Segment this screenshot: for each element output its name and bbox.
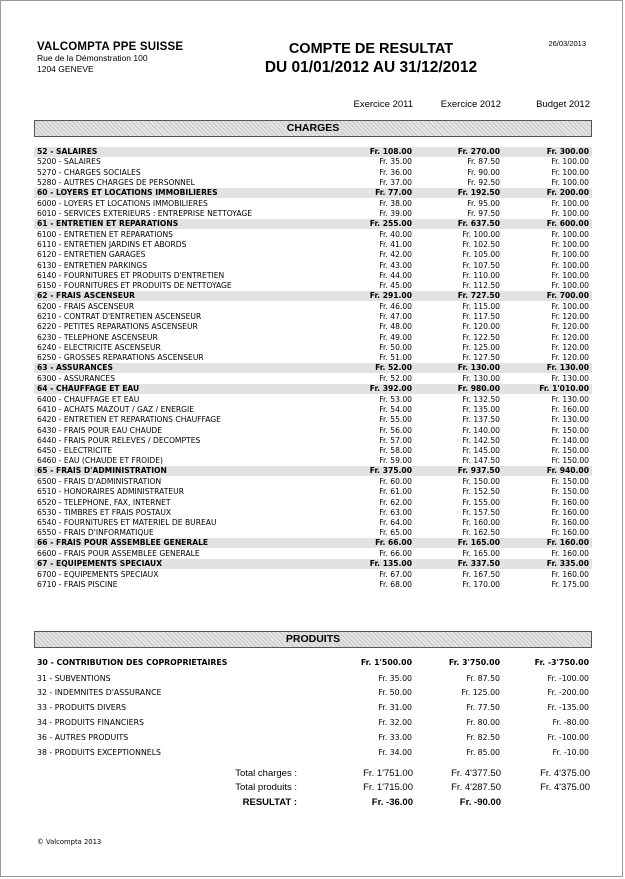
charge-group-row [34,538,592,548]
produit-row [34,747,592,759]
account-value-2012: Fr. 157.50 [462,507,500,517]
account-label: 6140 - FOURNITURES ET PRODUITS D'ENTRETIEN [37,270,225,280]
account-value-2011: Fr. 61.00 [379,487,412,497]
charge-account-row [34,271,592,281]
group-label: 61 - ENTRETIEN ET REPARATIONS [37,219,179,229]
account-value-2011: Fr. 63.00 [379,507,412,517]
account-value-2012: Fr. 110.00 [462,270,500,280]
account-value-2011: Fr. 40.00 [379,229,412,239]
produit-row [34,673,592,685]
account-label: 6200 - FRAIS ASCENSEUR [37,301,135,311]
account-value-2011: Fr. 48.00 [379,322,412,332]
group-value-2011: Fr. 135.00 [369,559,412,569]
account-label: 6700 - EQUIPEMENTS SPECIAUX [37,570,159,580]
account-label: 6110 - ENTRETIEN JARDINS ET ABORDS [37,240,187,250]
charge-account-row [34,230,592,240]
account-value-2012: Fr. 95.00 [467,198,500,208]
account-value-2011: Fr. 58.00 [379,445,412,455]
account-value-budget: Fr. 100.00 [551,260,589,270]
company-name: VALCOMPTA PPE SUISSE [37,41,184,53]
charge-group-row [34,219,592,229]
produit-row [34,687,592,699]
charge-account-row [34,456,592,466]
account-value-budget: Fr. 100.00 [551,157,589,167]
column-header-exercice-2011: Exercice 2011 [353,99,413,110]
charge-account-row [34,518,592,528]
account-value-2012: Fr. 170.00 [462,580,500,590]
produit-label: 33 - PRODUITS DIVERS [37,703,127,712]
account-value-2011: Fr. 68.00 [379,580,412,590]
charge-account-row [34,168,592,178]
account-value-2012: Fr. 142.50 [462,435,500,445]
account-value-2012: Fr. 130.00 [462,373,500,383]
account-label: 6540 - FOURNITURES ET MATERIEL DE BUREAU [37,517,217,527]
account-label: 6250 - GROSSES REPARATIONS ASCENSEUR [37,352,204,362]
account-value-budget: Fr. 120.00 [551,342,589,352]
account-value-budget: Fr. 160.00 [551,507,589,517]
account-value-2011: Fr. 56.00 [379,425,412,435]
account-label: 6220 - PETITES REPARATIONS ASCENSEUR [37,322,198,332]
produit-row [34,732,592,744]
charge-account-row [34,199,592,209]
group-value-2011: Fr. 66.00 [375,538,412,548]
account-value-2011: Fr. 39.00 [379,208,412,218]
charge-account-row [34,446,592,456]
group-value-budget: Fr. 335.00 [546,559,589,569]
account-value-2012: Fr. 155.00 [462,497,500,507]
account-value-budget: Fr. 100.00 [551,250,589,260]
charge-account-row [34,580,592,590]
group-value-budget: Fr. 1'010.00 [539,384,589,394]
produit-label: 31 - SUBVENTIONS [37,674,111,683]
account-value-budget: Fr. 160.00 [551,549,589,559]
account-value-2012: Fr. 132.50 [462,394,500,404]
group-value-2011: Fr. 291.00 [369,291,412,301]
produit-value-2011: Fr. 1'500.00 [360,658,412,667]
total-value-2011: Fr. 1'715.00 [363,782,413,793]
account-label: 6150 - FOURNITURES ET PRODUITS DE NETTOYAGE [37,280,232,290]
company-address-line2: 1204 GENEVE [37,64,94,74]
account-value-budget: Fr. 100.00 [551,280,589,290]
account-value-2011: Fr. 54.00 [379,405,412,415]
charge-account-row [34,157,592,167]
group-value-2011: Fr. 375.00 [369,466,412,476]
account-value-2012: Fr. 152.50 [462,487,500,497]
column-headers [1,99,623,111]
charge-account-row [34,312,592,322]
produit-value-2011: Fr. 34.00 [378,748,412,757]
account-value-2012: Fr. 127.50 [462,352,500,362]
account-value-budget: Fr. 160.00 [551,497,589,507]
account-label: 6100 - ENTRETIEN ET REPARATIONS [37,229,173,239]
charge-group-row [34,363,592,373]
total-value-2012: Fr. 4'377.50 [451,768,501,779]
group-value-2011: Fr. 255.00 [369,219,412,229]
account-value-budget: Fr. 175.00 [551,580,589,590]
produit-label: 32 - INDEMNITES D'ASSURANCE [37,688,162,697]
group-value-2011: Fr. 392.00 [369,384,412,394]
account-value-2011: Fr. 49.00 [379,332,412,342]
charge-account-row [34,487,592,497]
produit-value-budget: Fr. -10.00 [552,748,589,757]
account-value-2011: Fr. 44.00 [379,270,412,280]
account-value-budget: Fr. 100.00 [551,198,589,208]
account-value-budget: Fr. 120.00 [551,322,589,332]
account-value-2011: Fr. 36.00 [379,167,412,177]
account-value-budget: Fr. 140.00 [551,435,589,445]
charge-account-row [34,508,592,518]
account-value-budget: Fr. 100.00 [551,177,589,187]
charge-account-row [34,415,592,425]
charge-account-row [34,261,592,271]
account-value-budget: Fr. 130.00 [551,415,589,425]
account-label: 6210 - CONTRAT D'ENTRETIEN ASCENSEUR [37,312,202,322]
account-value-2011: Fr. 57.00 [379,435,412,445]
account-label: 6410 - ACHATS MAZOUT / GAZ / ENERGIE [37,405,195,415]
account-value-2012: Fr. 145.00 [462,445,500,455]
total-value-2012: Fr. -90.00 [459,797,501,808]
account-label: 5280 - AUTRES CHARGES DE PERSONNEL [37,177,195,187]
charge-account-row [34,281,592,291]
produit-value-2012: Fr. 125.00 [461,688,500,697]
account-label: 6000 - LOYERS ET LOCATIONS IMMOBILIERES [37,198,208,208]
produit-value-2012: Fr. 3'750.00 [448,658,500,667]
total-label: Total produits : [235,782,297,793]
charge-account-row [34,178,592,188]
account-label: 6300 - ASSURANCES [37,373,116,383]
account-value-budget: Fr. 130.00 [551,394,589,404]
total-value-2012: Fr. 4'287.50 [451,782,501,793]
charge-group-row [34,466,592,476]
charge-account-row [34,426,592,436]
group-value-budget: Fr. 300.00 [546,146,589,156]
charge-account-row [34,395,592,405]
account-label: 6400 - CHAUFFAGE ET EAU [37,394,140,404]
account-label: 6420 - ENTRETIEN ET REPARATIONS CHAUFFAGE [37,415,221,425]
charges-section-header: CHARGES [34,120,592,137]
group-value-2012: Fr. 637.50 [457,219,500,229]
total-row [1,767,623,780]
charge-account-row [34,498,592,508]
account-value-budget: Fr. 160.00 [551,528,589,538]
account-value-2011: Fr. 52.00 [379,373,412,383]
charge-group-row [34,147,592,157]
group-value-2012: Fr. 337.50 [457,559,500,569]
charge-account-row [34,477,592,487]
group-value-2012: Fr. 270.00 [457,146,500,156]
produit-value-2011: Fr. 31.00 [378,703,412,712]
account-label: 6550 - FRAIS D'INFORMATIQUE [37,528,154,538]
group-value-budget: Fr. 940.00 [546,466,589,476]
account-label: 5200 - SALAIRES [37,157,101,167]
account-value-2011: Fr. 37.00 [379,177,412,187]
group-value-2012: Fr. 937.50 [457,466,500,476]
total-value-budget: Fr. 4'375.00 [540,768,590,779]
group-label: 66 - FRAIS POUR ASSEMBLEE GENERALE [37,538,209,548]
account-value-2011: Fr. 55.00 [379,415,412,425]
produit-value-2012: Fr. 77.50 [466,703,500,712]
group-value-budget: Fr. 200.00 [546,187,589,197]
account-value-2011: Fr. 51.00 [379,352,412,362]
account-value-2011: Fr. 67.00 [379,570,412,580]
account-label: 6500 - FRAIS D'ADMINISTRATION [37,477,162,487]
total-row [1,796,623,809]
produit-value-2011: Fr. 33.00 [378,733,412,742]
group-label: 64 - CHAUFFAGE ET EAU [37,384,140,394]
account-value-2012: Fr. 137.50 [462,415,500,425]
account-value-2012: Fr. 120.00 [462,322,500,332]
report-title [201,41,541,77]
account-value-2012: Fr. 165.00 [462,549,500,559]
column-header-exercice-2012: Exercice 2012 [440,99,501,110]
account-value-budget: Fr. 150.00 [551,487,589,497]
report-date: 26/03/2013 [548,39,586,48]
account-value-2012: Fr. 97.50 [467,208,500,218]
account-value-2012: Fr. 162.50 [462,528,500,538]
produit-label: 30 - CONTRIBUTION DES COPROPRIETAIRES [37,658,228,667]
account-value-2011: Fr. 59.00 [379,456,412,466]
group-value-2012: Fr. 980.00 [457,384,500,394]
account-value-budget: Fr. 150.00 [551,445,589,455]
group-value-budget: Fr. 130.00 [546,363,589,373]
account-value-2011: Fr. 35.00 [379,157,412,167]
charge-group-row [34,188,592,198]
account-value-2011: Fr. 65.00 [379,528,412,538]
account-value-2012: Fr. 92.50 [467,177,500,187]
charge-account-row [34,436,592,446]
account-value-budget: Fr. 150.00 [551,477,589,487]
account-value-budget: Fr. 100.00 [551,229,589,239]
account-label: 6460 - EAU (CHAUDE ET FROIDE) [37,456,163,466]
account-value-budget: Fr. 100.00 [551,208,589,218]
account-value-2011: Fr. 43.00 [379,260,412,270]
group-label: 67 - EQUIPEMENTS SPECIAUX [37,559,163,569]
group-value-2011: Fr. 52.00 [375,363,412,373]
produit-row [34,717,592,729]
group-value-2011: Fr. 108.00 [369,146,412,156]
charge-account-row [34,528,592,538]
charge-group-row [34,559,592,569]
produit-label: 36 - AUTRES PRODUITS [37,733,129,742]
account-value-2012: Fr. 87.50 [467,157,500,167]
report-title-line1: COMPTE DE RESULTAT [288,41,454,57]
account-value-2011: Fr. 50.00 [379,342,412,352]
produit-value-2011: Fr. 32.00 [378,718,412,727]
account-value-2012: Fr. 167.50 [462,570,500,580]
total-value-2011: Fr. -36.00 [371,797,413,808]
account-value-budget: Fr. 100.00 [551,301,589,311]
account-value-2012: Fr. 90.00 [467,167,500,177]
charge-account-row [34,333,592,343]
produit-row [34,702,592,714]
account-value-2011: Fr. 60.00 [379,477,412,487]
group-label: 60 - LOYERS ET LOCATIONS IMMOBILIERES [37,187,218,197]
company-address-line1: Rue de la Démonstration 100 [37,53,148,63]
account-value-2011: Fr. 41.00 [379,240,412,250]
account-label: 6430 - FRAIS POUR EAU CHAUDE [37,425,163,435]
group-value-2011: Fr. 77.00 [375,187,412,197]
group-value-2012: Fr. 727.50 [457,291,500,301]
account-label: 6440 - FRAIS POUR RELEVES / DECOMPTES [37,435,201,445]
account-label: 6510 - HONORAIRES ADMINISTRATEUR [37,487,185,497]
group-value-2012: Fr. 192.50 [457,187,500,197]
footer-copyright: © Valcompta 2013 [37,838,102,846]
account-value-budget: Fr. 150.00 [551,425,589,435]
charge-account-row [34,549,592,559]
produit-value-2011: Fr. 50.00 [378,688,412,697]
account-value-2011: Fr. 45.00 [379,280,412,290]
charge-account-row [34,353,592,363]
column-header-budget-2012: Budget 2012 [536,99,590,110]
charge-account-row [34,322,592,332]
group-value-budget: Fr. 700.00 [546,291,589,301]
account-label: 6010 - SERVICES EXTERIEURS : ENTREPRISE NETTOYAGE [37,208,253,218]
account-value-2012: Fr. 125.00 [462,342,500,352]
account-label: 6530 - TIMBRES ET FRAIS POSTAUX [37,507,172,517]
company-block [37,41,183,75]
produit-value-budget: Fr. -135.00 [547,703,589,712]
account-value-budget: Fr. 100.00 [551,167,589,177]
account-value-2012: Fr. 140.00 [462,425,500,435]
produit-value-2012: Fr. 82.50 [466,733,500,742]
account-label: 5270 - CHARGES SOCIALES [37,167,141,177]
account-value-budget: Fr. 120.00 [551,352,589,362]
account-value-2012: Fr. 102.50 [462,240,500,250]
account-value-2012: Fr. 160.00 [462,517,500,527]
account-value-budget: Fr. 160.00 [551,517,589,527]
charge-group-row [34,384,592,394]
produit-value-2011: Fr. 35.00 [378,674,412,683]
account-value-budget: Fr. 160.00 [551,405,589,415]
account-value-2011: Fr. 66.00 [379,549,412,559]
total-row [1,781,623,794]
group-value-budget: Fr. 160.00 [546,538,589,548]
charge-group-row [34,291,592,301]
account-value-budget: Fr. 100.00 [551,270,589,280]
produits-section-header: PRODUITS [34,631,592,648]
charge-account-row [34,374,592,384]
produit-value-budget: Fr. -3'750.00 [534,658,589,667]
group-label: 63 - ASSURANCES [37,363,113,373]
produit-value-budget: Fr. -100.00 [547,733,589,742]
account-value-2011: Fr. 53.00 [379,394,412,404]
group-label: 62 - FRAIS ASCENSEUR [37,291,135,301]
account-label: 6130 - ENTRETIEN PARKINGS [37,260,148,270]
produit-value-budget: Fr. -200.00 [547,688,589,697]
account-value-budget: Fr. 120.00 [551,332,589,342]
produit-value-2012: Fr. 85.00 [466,748,500,757]
charge-account-row [34,343,592,353]
produit-label: 38 - PRODUITS EXCEPTIONNELS [37,748,162,757]
account-label: 6240 - ELECTRICITE ASCENSEUR [37,342,161,352]
report-period: DU 01/01/2012 AU 31/12/2012 [264,59,478,76]
total-value-budget: Fr. 4'375.00 [540,782,590,793]
produit-value-budget: Fr. -80.00 [552,718,589,727]
account-value-2012: Fr. 112.50 [462,280,500,290]
account-label: 6520 - TELEPHONE, FAX, INTERNET [37,497,171,507]
account-label: 6600 - FRAIS POUR ASSEMBLEE GENERALE [37,549,200,559]
account-value-2011: Fr. 38.00 [379,198,412,208]
charge-account-row [34,302,592,312]
account-value-2012: Fr. 150.00 [462,477,500,487]
produit-value-2012: Fr. 87.50 [466,674,500,683]
account-value-2012: Fr. 117.50 [462,312,500,322]
account-value-2012: Fr. 135.00 [462,405,500,415]
charge-account-row [34,405,592,415]
group-value-budget: Fr. 600.00 [546,219,589,229]
account-label: 6450 - ELECTRICITE [37,445,113,455]
produit-value-2012: Fr. 80.00 [466,718,500,727]
total-label: Total charges : [235,768,297,779]
account-value-2011: Fr. 47.00 [379,312,412,322]
account-value-2011: Fr. 64.00 [379,517,412,527]
group-label: 52 - SALAIRES [37,146,98,156]
account-value-2012: Fr. 107.50 [462,260,500,270]
account-value-2012: Fr. 105.00 [462,250,500,260]
charge-account-row [34,250,592,260]
account-value-2011: Fr. 46.00 [379,301,412,311]
account-value-budget: Fr. 160.00 [551,570,589,580]
charge-account-row [34,570,592,580]
group-value-2012: Fr. 165.00 [457,538,500,548]
group-value-2012: Fr. 130.00 [457,363,500,373]
account-value-2012: Fr. 100.00 [462,229,500,239]
account-value-2012: Fr. 115.00 [462,301,500,311]
account-value-2012: Fr. 147.50 [462,456,500,466]
account-value-2011: Fr. 62.00 [379,497,412,507]
group-label: 65 - FRAIS D'ADMINISTRATION [37,466,167,476]
produit-value-budget: Fr. -100.00 [547,674,589,683]
produit-row [34,657,592,669]
charge-account-row [34,240,592,250]
total-value-2011: Fr. 1'751.00 [363,768,413,779]
account-label: 6710 - FRAIS PISCINE [37,580,118,590]
charge-account-row [34,209,592,219]
account-value-2012: Fr. 122.50 [462,332,500,342]
account-value-budget: Fr. 130.00 [551,373,589,383]
account-label: 6120 - ENTRETIEN GARAGES [37,250,146,260]
account-value-budget: Fr. 120.00 [551,312,589,322]
produit-label: 34 - PRODUITS FINANCIERS [37,718,144,727]
account-label: 6230 - TELEPHONE ASCENSEUR [37,332,158,342]
account-value-2011: Fr. 42.00 [379,250,412,260]
account-value-budget: Fr. 100.00 [551,240,589,250]
account-value-budget: Fr. 150.00 [551,456,589,466]
total-label: RESULTAT : [242,797,297,808]
